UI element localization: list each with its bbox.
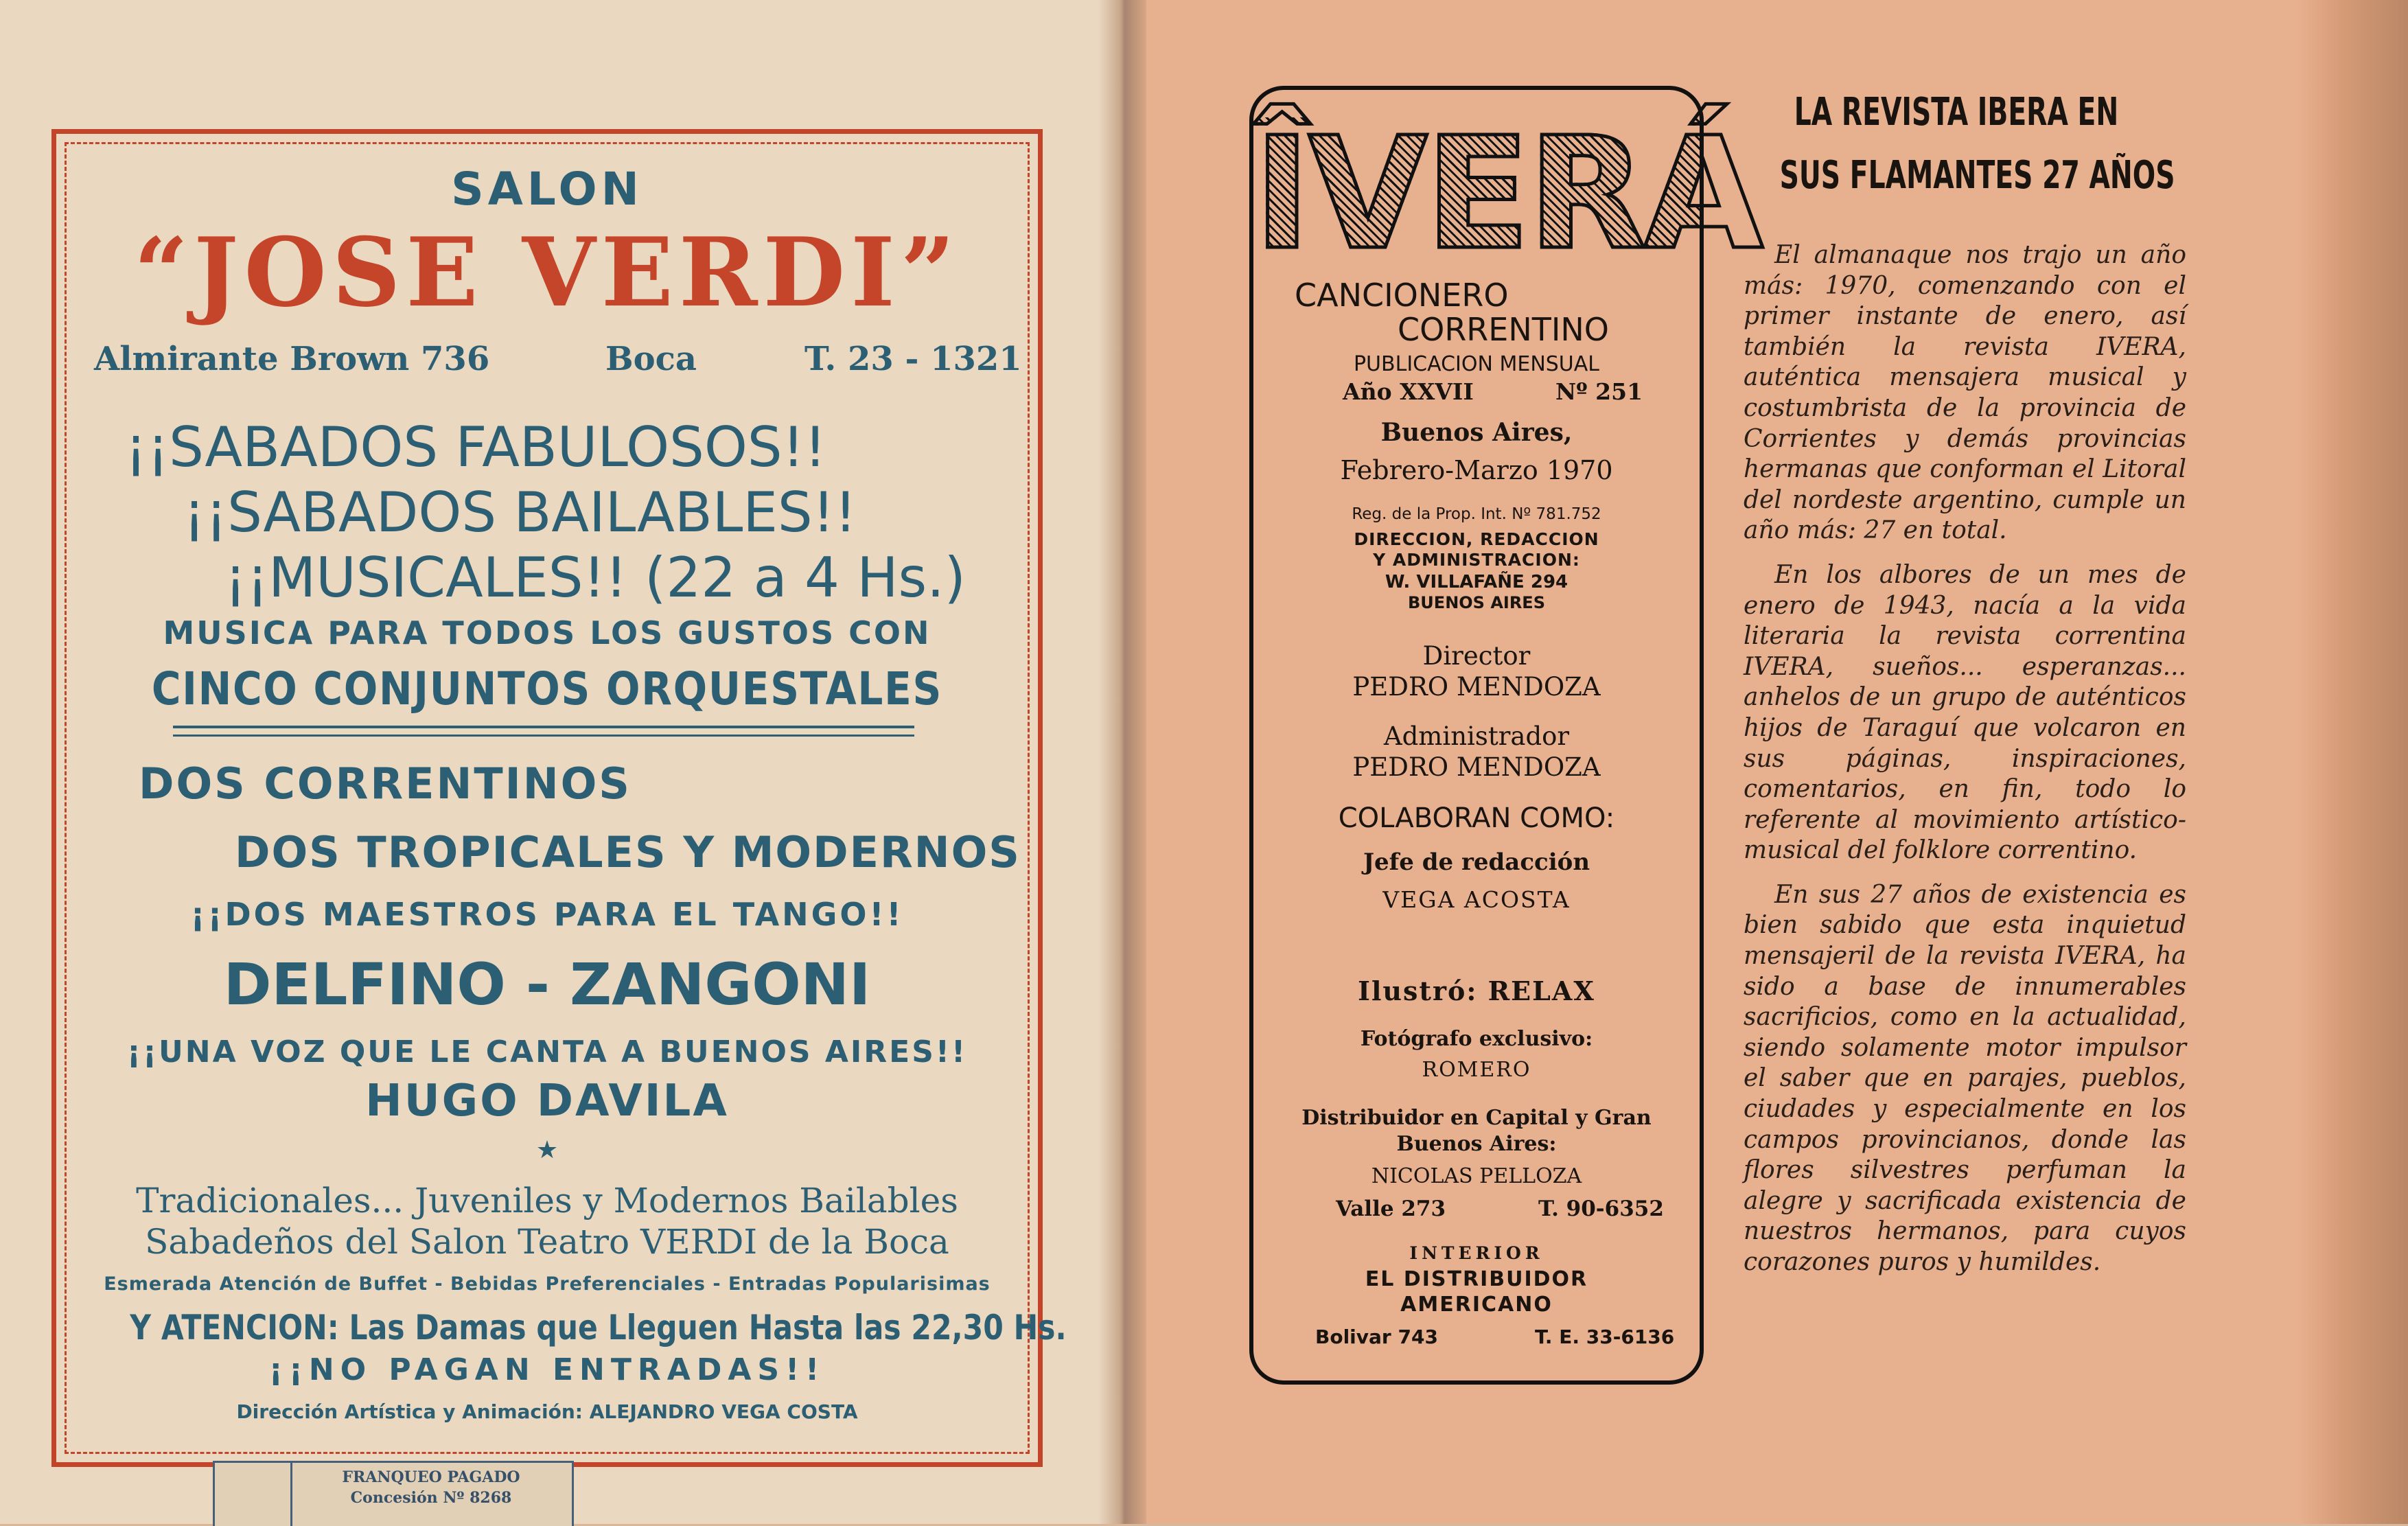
tradicionales-line-2: Sabadeños del Salon Teatro VERDI de la Boca <box>145 1222 949 1262</box>
page-edge <box>2298 0 2408 1524</box>
direccion-artistica: Dirección Artística y Animación: ALEJANDRO VEGA COSTA <box>236 1400 858 1423</box>
una-voz: ¡¡UNA VOZ QUE LE CANTA A BUENOS AIRES!! <box>126 1034 968 1070</box>
phone: T. 23 - 1321 <box>804 340 1022 378</box>
americano: AMERICANO <box>1400 1293 1553 1317</box>
postage-stamp-box <box>213 1461 574 1526</box>
article-body <box>1744 240 2186 1292</box>
distribuidor-name: NICOLAS PELLOZA <box>1371 1164 1582 1188</box>
dos-tropicales: DOS TROPICALES Y MODERNOS <box>235 827 1021 877</box>
franqueo-pagado: FRANQUEO PAGADO <box>342 1468 520 1486</box>
direccion-3: W. VILLAFAÑE 294 <box>1385 572 1568 592</box>
book-gutter <box>1098 0 1146 1524</box>
article-paragraph: En los albores de un mes de enero de 1943, nacía a la vida literaria la revista correntina IVERA, sueños... esperanzas... anhelos de un grupo de auténticos hijos de Taraguí que volcaron en sus páginas, inspiraciones, comentarios, en fin, todo lo referente al movimiento artístico-musical del folklore correntino. <box>1744 560 2186 865</box>
cinco-conjuntos: CINCO CONJUNTOS ORQUESTALES <box>151 662 943 715</box>
jefe-name: VEGA ACOSTA <box>1382 886 1571 913</box>
director-label: Director <box>1422 641 1531 671</box>
director-name: PEDRO MENDOZA <box>1352 672 1601 702</box>
salon-label: SALON <box>451 163 643 216</box>
fotografo-name: ROMERO <box>1422 1058 1531 1082</box>
issue-number: Nº 251 <box>1555 378 1643 405</box>
issue-date: Febrero-Marzo 1970 <box>1340 455 1613 485</box>
bolivar-address: Bolivar 743 <box>1315 1326 1438 1348</box>
sabados-bailables: ¡¡SABADOS BAILABLES!! <box>183 481 857 544</box>
postage-side-panel <box>215 1463 292 1526</box>
colaboran: COLABORAN COMO: <box>1338 802 1615 834</box>
tradicionales-line-1: Tradicionales... Juveniles y Modernos Bailables <box>136 1181 958 1221</box>
address: Almirante Brown 736 <box>94 340 490 378</box>
admin-label: Administrador <box>1383 721 1570 751</box>
direccion-2: Y ADMINISTRACION: <box>1373 550 1580 570</box>
cancionero: CANCIONERO <box>1295 277 1509 314</box>
sabados-fabulosos: ¡¡SABADOS FABULOSOS!! <box>125 415 826 479</box>
article-title <box>1730 81 2183 207</box>
buffet-line: Esmerada Atención de Buffet - Bebidas Preferenciales - Entradas Popularisimas <box>104 1273 991 1295</box>
dos-maestros: ¡¡DOS MAESTROS PARA EL TANGO!! <box>190 896 904 933</box>
musica-line: MUSICA PARA TODOS LOS GUSTOS CON <box>163 614 931 651</box>
verdi-title: “JOSE VERDI” <box>133 216 961 328</box>
article-paragraph: El almanaque nos trajo un año más: 1970, comenzando con el primer instante de enero, así también la revista IVERA, auténtica mensajera musical y costumbrista de la provincia de Corrientes y demás provincias hermanas que conforman el Litoral del nordeste argentino, cumple un año más: 27 en total. <box>1744 241 2186 545</box>
musicales: ¡¡MUSICALES!! (22 a 4 Hs.) <box>224 546 966 610</box>
distribuidor-1: Distribuidor en Capital y Gran <box>1301 1106 1652 1130</box>
no-pagan: ¡¡NO PAGAN ENTRADAS!! <box>268 1352 826 1387</box>
neighborhood: Boca <box>605 340 697 378</box>
jefe-label: Jefe de redacción <box>1363 848 1590 876</box>
valle-phone: T. 90-6352 <box>1538 1196 1664 1221</box>
article-title-line-1: LA REVISTA IBERA EN <box>1794 90 2119 135</box>
admin-name: PEDRO MENDOZA <box>1352 752 1601 782</box>
hugo-davila: HUGO DAVILA <box>365 1076 729 1126</box>
publicacion-mensual: PUBLICACION MENSUAL <box>1353 352 1600 376</box>
concesion: Concesión Nº 8268 <box>350 1489 512 1507</box>
star-icon: ★ <box>535 1136 559 1164</box>
verdi-ad-frame <box>51 129 1067 1467</box>
article-title-line-2: SUS FLAMANTES 27 AÑOS <box>1779 153 2175 198</box>
city: Buenos Aires, <box>1380 418 1573 447</box>
double-rule <box>173 726 914 737</box>
registro: Reg. de la Prop. Int. Nº 781.752 <box>1352 505 1601 523</box>
masthead-box <box>1249 86 1761 1385</box>
direccion-4: BUENOS AIRES <box>1408 593 1545 612</box>
fotografo-label: Fotógrafo exclusivo: <box>1360 1027 1593 1051</box>
correntino: CORRENTINO <box>1398 311 1610 348</box>
el-distribuidor: EL DISTRIBUIDOR <box>1365 1267 1588 1291</box>
distribuidor-2: Buenos Aires: <box>1396 1132 1557 1156</box>
direccion-1: DIRECCION, REDACCION <box>1354 529 1599 549</box>
valle-address: Valle 273 <box>1336 1196 1446 1221</box>
atencion-line: Y ATENCION: Las Damas que Lleguen Hasta las 22,30 Hs. <box>130 1308 1067 1348</box>
ano: Año XXVII <box>1343 378 1474 405</box>
delfino-zangoni: DELFINO - ZANGONI <box>223 951 871 1018</box>
article-paragraph: En sus 27 años de existencia es bien sabido que esta inquietud mensajeril de la revista IVERA, ha sido a base de innumerables sacrificios, como en la actualidad, siendo solamente motor impulsor el saber que en parajes, pueblos, ciudades y especialmente en los campos provincianos, donde las flores silvestres perfuman la alegre y sacrificada existencia de nuestros hermanos, para cuyos corazones puros y humildes. <box>1744 880 2186 1276</box>
interior-label: INTERIOR <box>1409 1243 1544 1263</box>
ivera-logo: ÎVERÁ <box>1253 104 1761 284</box>
ilustro: Ilustró: RELAX <box>1358 975 1595 1006</box>
bolivar-phone: T. E. 33-6136 <box>1535 1326 1675 1348</box>
dos-correntinos: DOS CORRENTINOS <box>139 759 632 809</box>
